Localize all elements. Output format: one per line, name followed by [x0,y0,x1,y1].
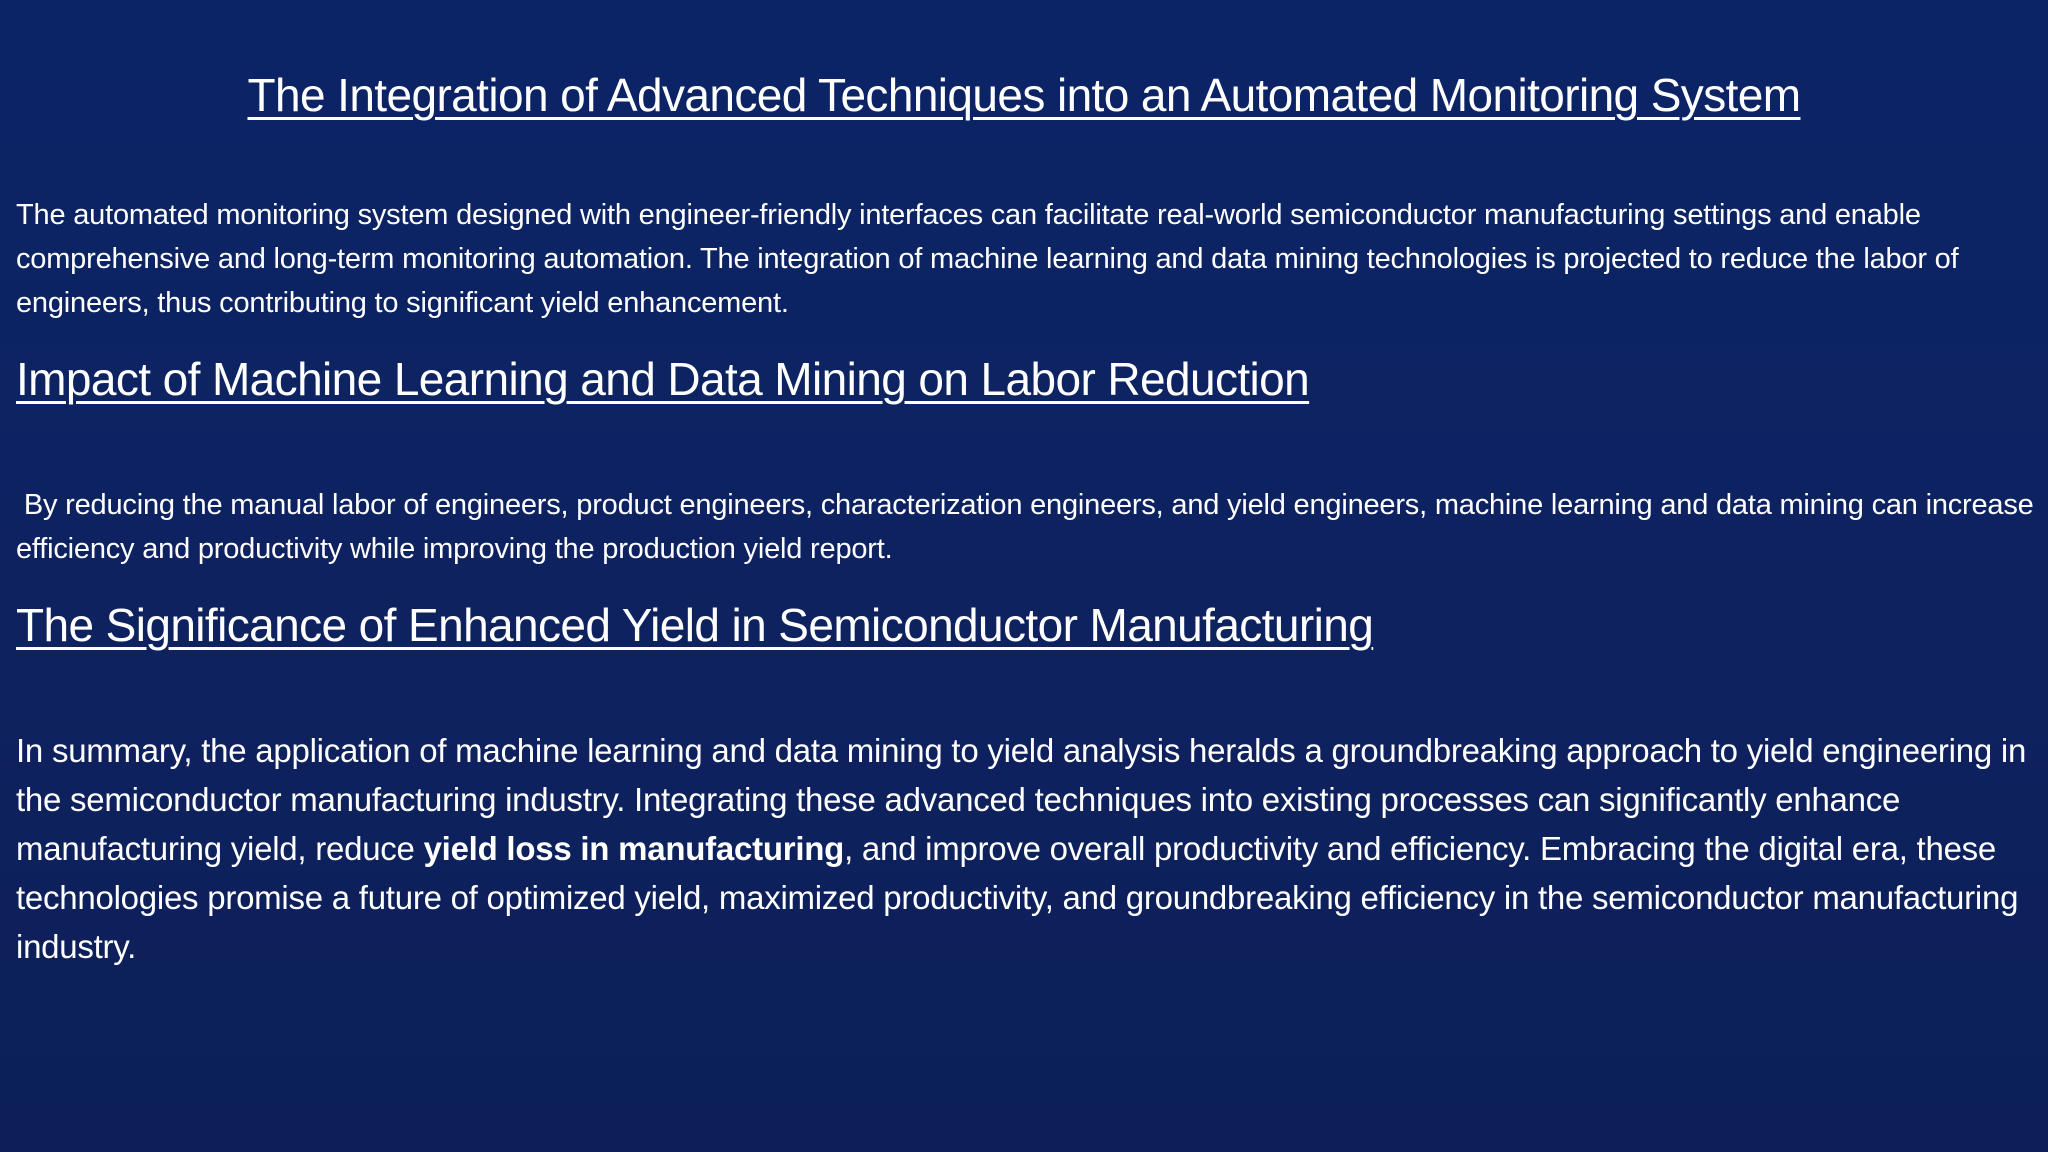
section-heading-enhanced-yield: The Significance of Enhanced Yield in Semiconductor Manufacturing [16,599,1374,651]
section-heading-labor-reduction: Impact of Machine Learning and Data Mining on Labor Reduction [16,353,1310,405]
labor-reduction-paragraph: By reducing the manual labor of engineers, product engineers, characterization engineers, and yield engineers, machine learning and data mining can increase efficiency and productivity while improving the production yield report. [16,489,2042,565]
slide-title: The Integration of Advanced Techniques into an Automated Monitoring System [247,69,1801,121]
summary-text-end: , and improve overall productivity and efficiency. Embracing the digital era, these technologies promise a future of optimized yield, maximized productivity, and groundbreaking efficiency in the semiconductor manufacturing industry. [16,830,2019,965]
summary-bold-phrase: yield loss in manufacturing [423,830,845,867]
summary-paragraph [16,726,2036,971]
intro-paragraph: The automated monitoring system designed with engineer-friendly interfaces can facilitate real-world semiconductor manufacturing settings and enable comprehensive and long-term monitoring automation. The integration of machine learning and data mining technologies is projected to reduce the labor of engineers, thus contributing to significant yield enhancement. [16,199,1959,319]
summary-text-start: In summary, the application of machine learning and data mining to yield analysis heralds a groundbreaking approach to yield engineering in the semiconductor manufacturing industry. Integrating these advanced techniques into existing processes can significantly enhance manufacturing yield, reduce [16,732,2027,867]
